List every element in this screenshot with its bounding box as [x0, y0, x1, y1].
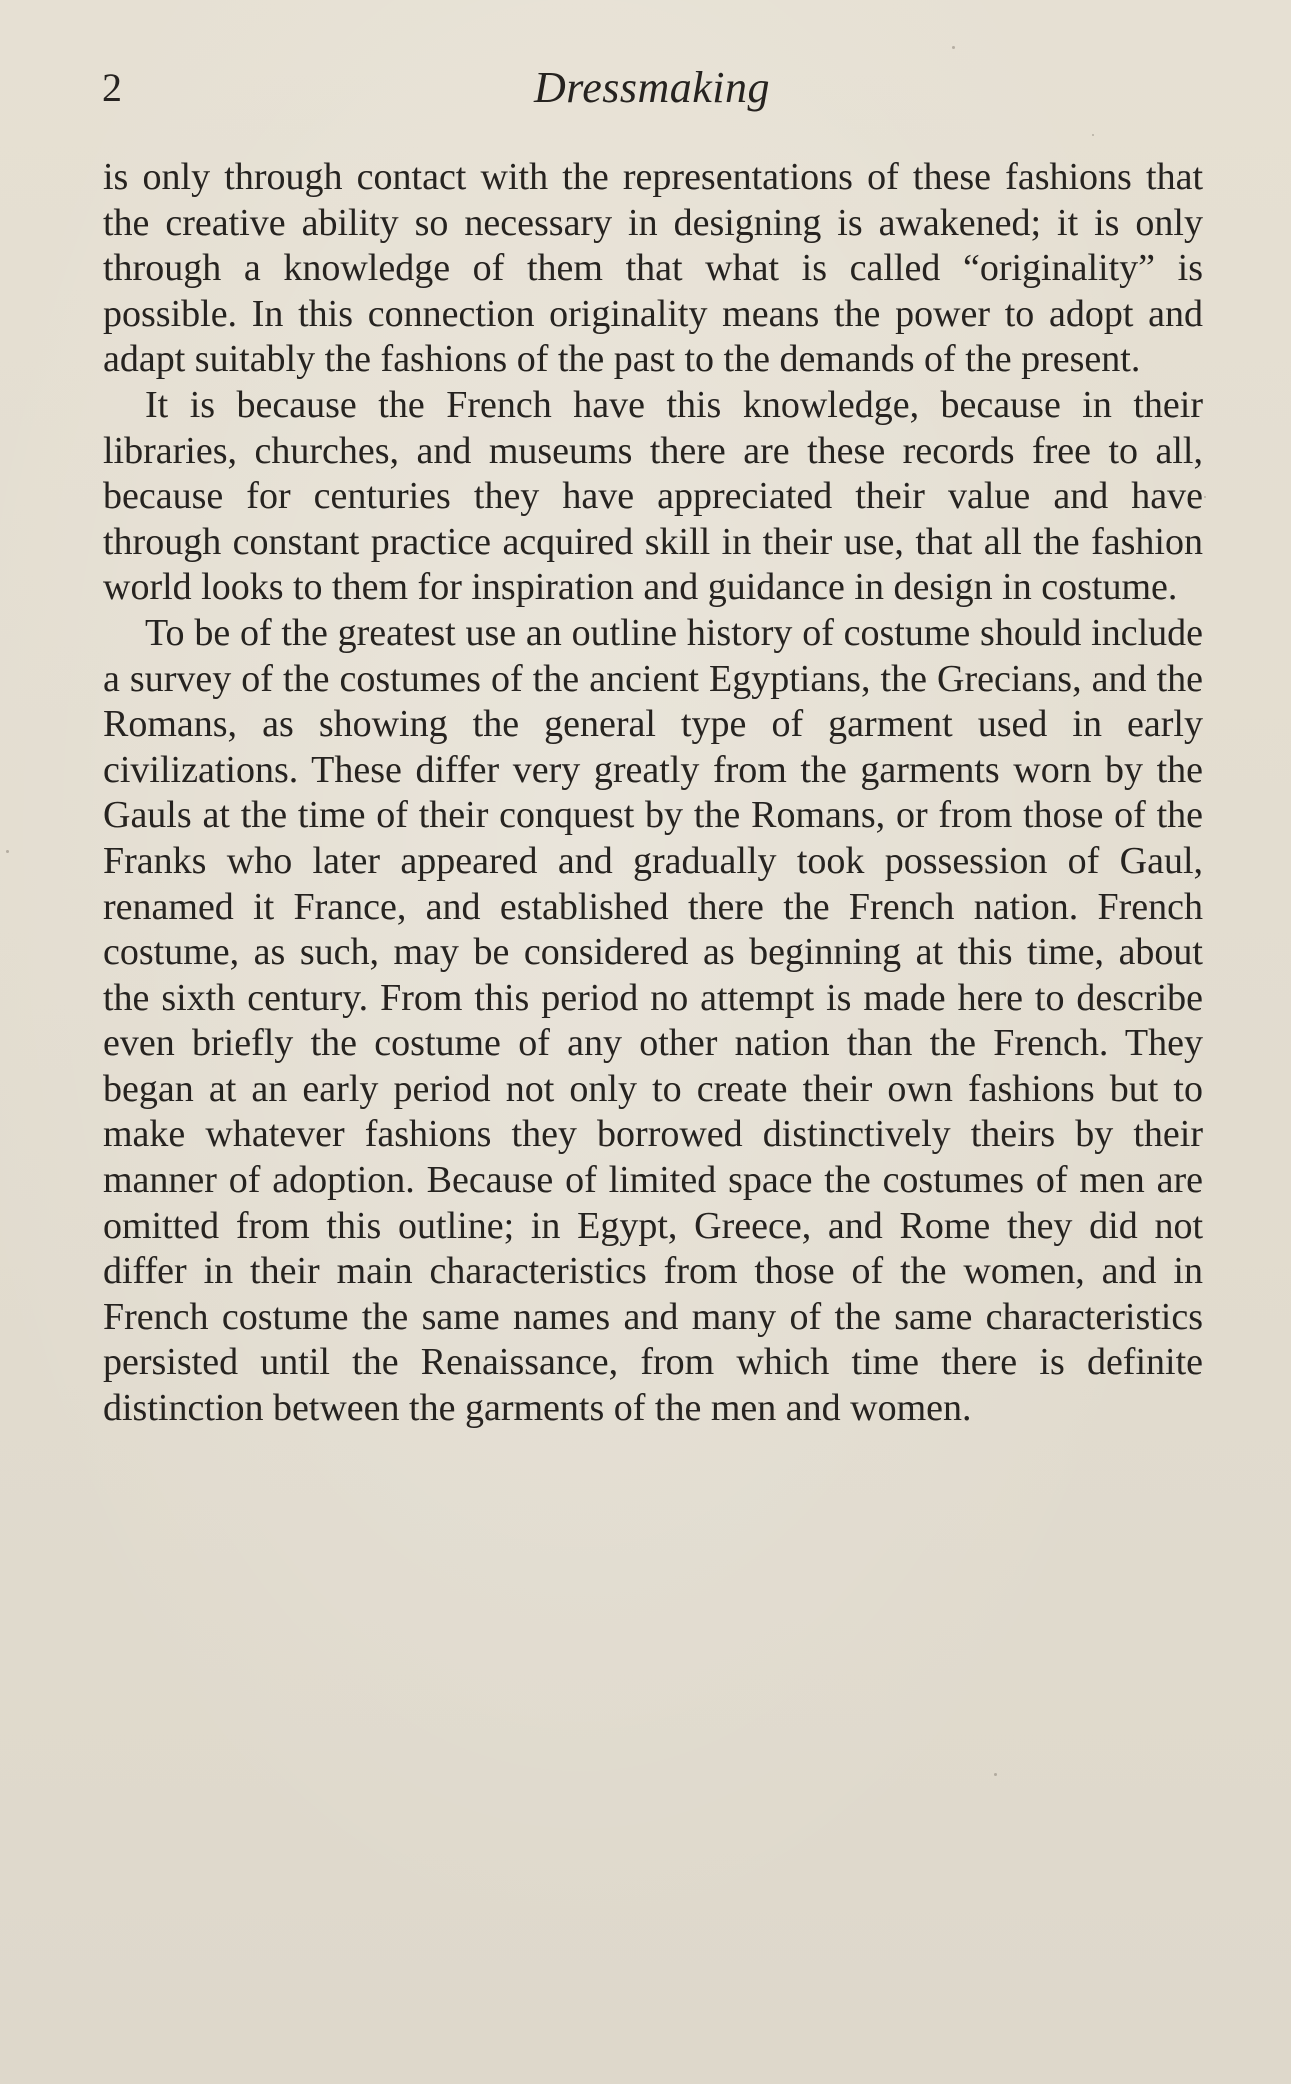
paper-speck [952, 46, 955, 49]
paper-speck [1092, 134, 1094, 136]
paper-speck [1204, 496, 1206, 498]
paragraph-continued: is only through contact with the representations of these fashions that the creative ability so necessary in designing is awakened; it is only through a knowledge of them that what is called “originality” is possible. In this connection originality means the power to adopt and adapt suitably the fashions of the past to the demands of the present. [103, 156, 1203, 381]
paragraph-outline-history: To be of the greatest use an outline history of costume should include a survey of the costumes of the ancient Egyptians, the Grecians, and the Romans, as showing the general type of garment used in early civilizations. These differ very greatly from the garments worn by the Gauls at the time of their conquest by the Romans, or from those of the Franks who later appeared and gradually took possession of Gaul, renamed it France, and established there the French nation. French costume, as such, may be considered as beginning at this time, about the sixth century. From this period no attempt is made here to describe even briefly the costume of any other nation than the French. They began at an early period not only to create their own fashions but to make whatever fashions they borrowed distinctively theirs by their manner of adoption. Because of limited space the costumes of men are omitted from this outline; in Egypt, Greece, and Rome they did not differ in their main characteristics from those of the women, and in French costume the same names and many of the same characteristics persisted until the Renaissance, from which time there is definite distinction between the garments of the men and women. [103, 611, 1203, 1430]
body-text [103, 155, 1203, 1432]
page-number: 2 [102, 65, 122, 110]
paper-speck [6, 850, 9, 853]
running-title: Dressmaking [533, 63, 771, 112]
paragraph-french-knowledge: It is because the French have this knowledge, because in their libraries, churches, and museums there are these records free to all, because for centuries they have appreciated their value and have through constant practice acquired skill in their use, that all the fashion world looks to them for inspiration and guidance in design in costume. [103, 383, 1203, 609]
paper-speck [994, 1773, 997, 1776]
running-head [102, 58, 1202, 118]
